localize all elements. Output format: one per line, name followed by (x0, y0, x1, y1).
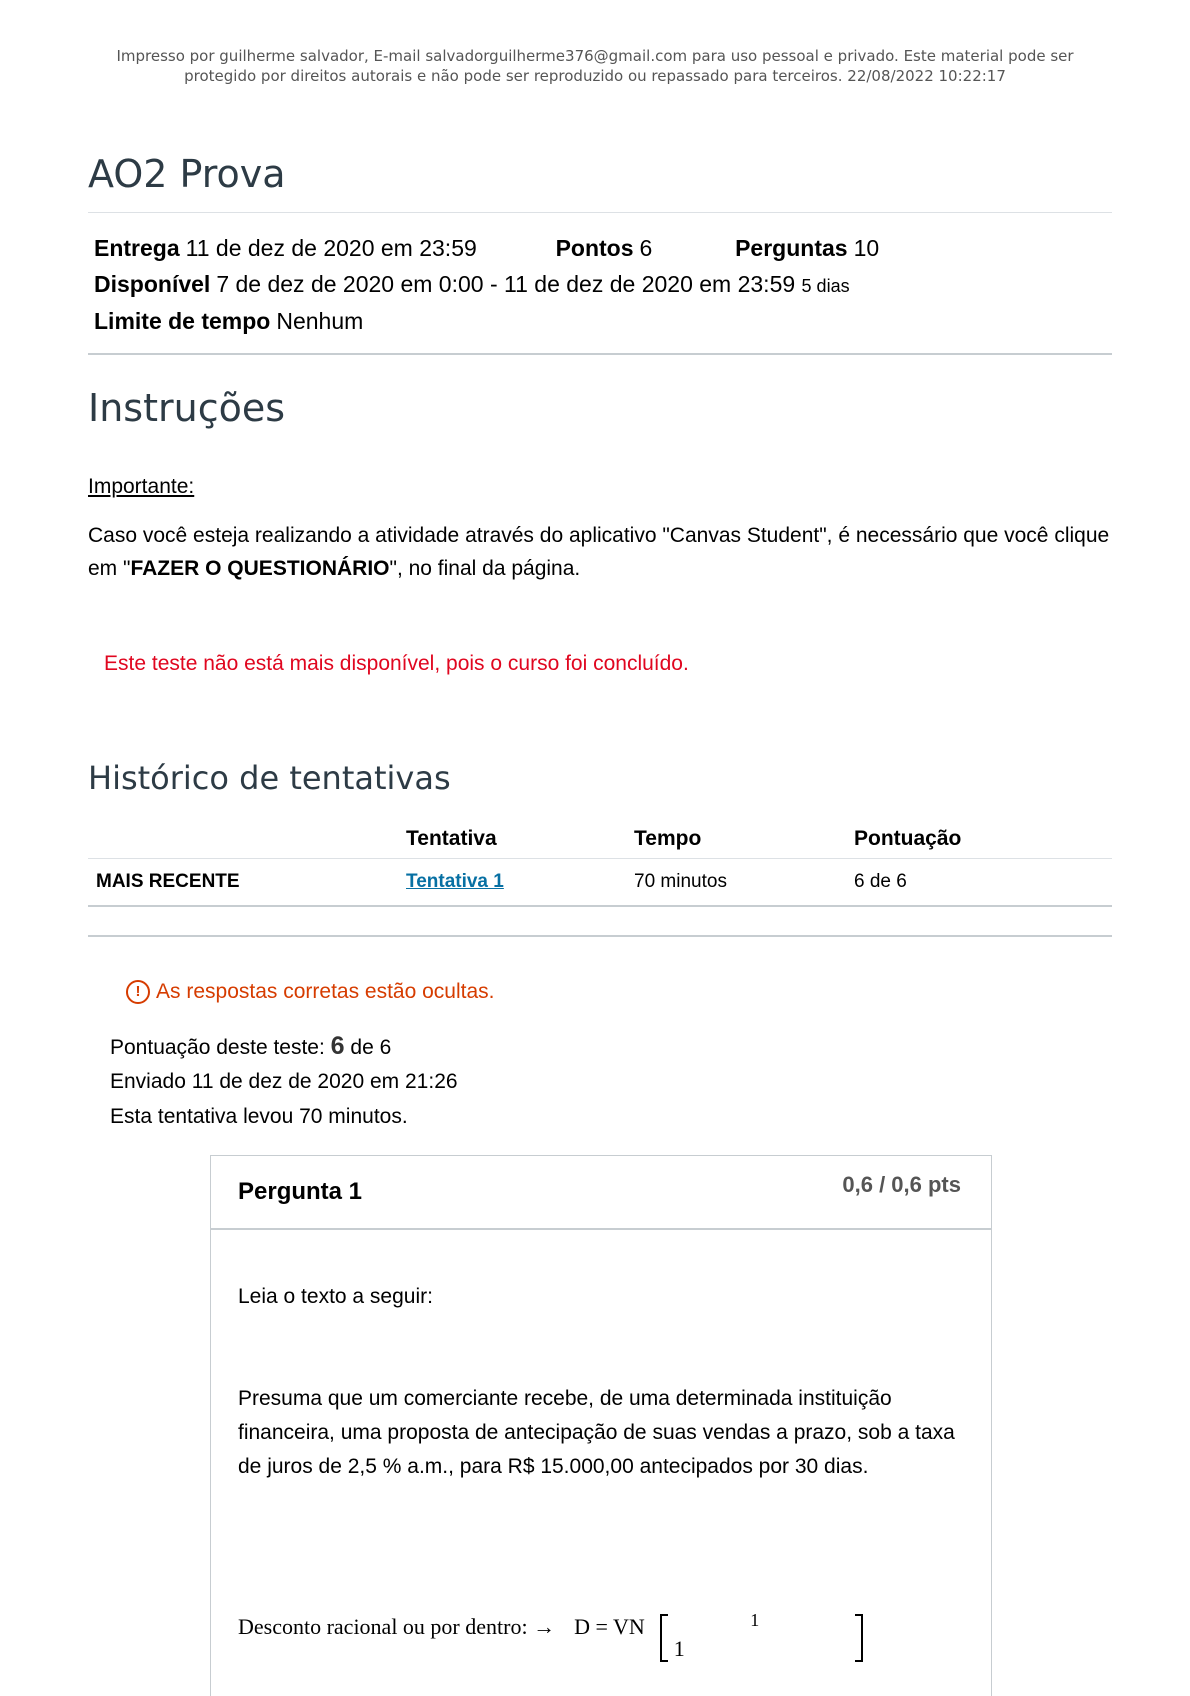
pontos-label: Pontos (555, 235, 634, 261)
pontos-value: 6 (639, 235, 653, 261)
instructions-text-start: Caso você esteja realizando a atividade através do aplicativo "Canvas Student", é necessário que você clique em " (88, 524, 1110, 580)
question-formula (238, 1610, 863, 1662)
limite-label: Limite de tempo (94, 308, 271, 334)
entrega-value: 11 de dez de 2020 em 23:59 (185, 235, 477, 261)
question-card (210, 1155, 992, 1696)
formula-one: 1 (673, 1636, 685, 1661)
instructions-title: Instruções (88, 386, 286, 430)
formula-left-bracket (660, 1614, 668, 1662)
question-header (211, 1156, 991, 1230)
unavailable-notice: Este teste não está mais disponível, pois o curso foi concluído. (104, 652, 689, 675)
history-divider (88, 935, 1112, 937)
hidden-answers-notice (126, 980, 495, 1004)
column-header-tempo: Tempo (626, 820, 846, 859)
disponivel-label: Disponível (94, 271, 211, 297)
formula-label: Desconto racional ou por dentro: → (238, 1614, 556, 1639)
column-header-empty (88, 820, 398, 859)
instructions-text-end: ", no final da página. (389, 557, 581, 580)
row-label: MAIS RECENTE (88, 859, 398, 907)
formula-lhs: D = VN (574, 1614, 645, 1639)
perguntas-label: Perguntas (735, 235, 848, 261)
watermark-line-2: protegido por direitos autorais e não pode ser reproduzido ou repassado para terceiros. 22/08/2022 10:22:17 (184, 67, 1006, 85)
limite-value: Nenhum (276, 308, 364, 334)
warning-icon: ! (126, 980, 150, 1004)
watermark-notice (60, 46, 1130, 86)
question-title: Pergunta 1 (238, 1178, 363, 1205)
meta-divider (88, 353, 1112, 355)
hidden-answers-text: As respostas corretas estão ocultas. (156, 980, 495, 1003)
question-points: 0,6 / 0,6 pts (842, 1172, 961, 1197)
score-total: de 6 (350, 1036, 392, 1059)
column-header-pontuacao: Pontuação (846, 820, 1112, 859)
meta-row-3 (94, 306, 363, 336)
instructions-text-bold: FAZER O QUESTIONÁRIO (130, 557, 390, 580)
watermark-line-1: Impresso por guilherme salvador, E-mail salvadorguilherme376@gmail.com para uso pessoal e privado. Este material pode ser (116, 47, 1074, 65)
row-time: 70 minutos (626, 859, 846, 907)
title-divider (88, 212, 1112, 213)
question-intro: Leia o texto a seguir: (238, 1285, 433, 1308)
entrega-label: Entrega (94, 235, 180, 261)
attempt-history-table (88, 820, 1112, 907)
table-header-row (88, 820, 1112, 859)
attempt-link[interactable]: Tentativa 1 (406, 871, 504, 892)
table-row (88, 859, 1112, 907)
column-header-tentativa: Tentativa (398, 820, 626, 859)
question-text: Presuma que um comerciante recebe, de uma determinada instituição financeira, uma proposta de antecipação de suas vendas a prazo, sob a taxa de juros de 2,5 % a.m., para R$ 15.000,00 antecipados por 30 dias. (238, 1387, 955, 1478)
duration-line: Esta tentativa levou 70 minutos. (110, 1105, 408, 1128)
score-value: 6 (330, 1032, 345, 1060)
meta-row-2 (94, 269, 850, 301)
instructions-text (88, 519, 1118, 585)
formula-right-bracket (855, 1614, 863, 1662)
importante-label: Importante: (88, 475, 195, 498)
perguntas-value: 10 (853, 235, 880, 261)
disponivel-days: 5 dias (801, 276, 850, 296)
row-score: 6 de 6 (846, 859, 1112, 907)
submitted-line: Enviado 11 de dez de 2020 em 21:26 (110, 1070, 458, 1093)
history-title: Histórico de tentativas (88, 759, 451, 797)
formula-numerator: 1 (750, 1610, 760, 1630)
score-line (110, 1031, 391, 1063)
score-label: Pontuação deste teste: (110, 1036, 325, 1059)
disponivel-value: 7 de dez de 2020 em 0:00 - 11 de dez de 2020 em 23:59 (216, 271, 796, 297)
meta-row-1 (94, 233, 879, 263)
page-title: AO2 Prova (88, 152, 286, 196)
